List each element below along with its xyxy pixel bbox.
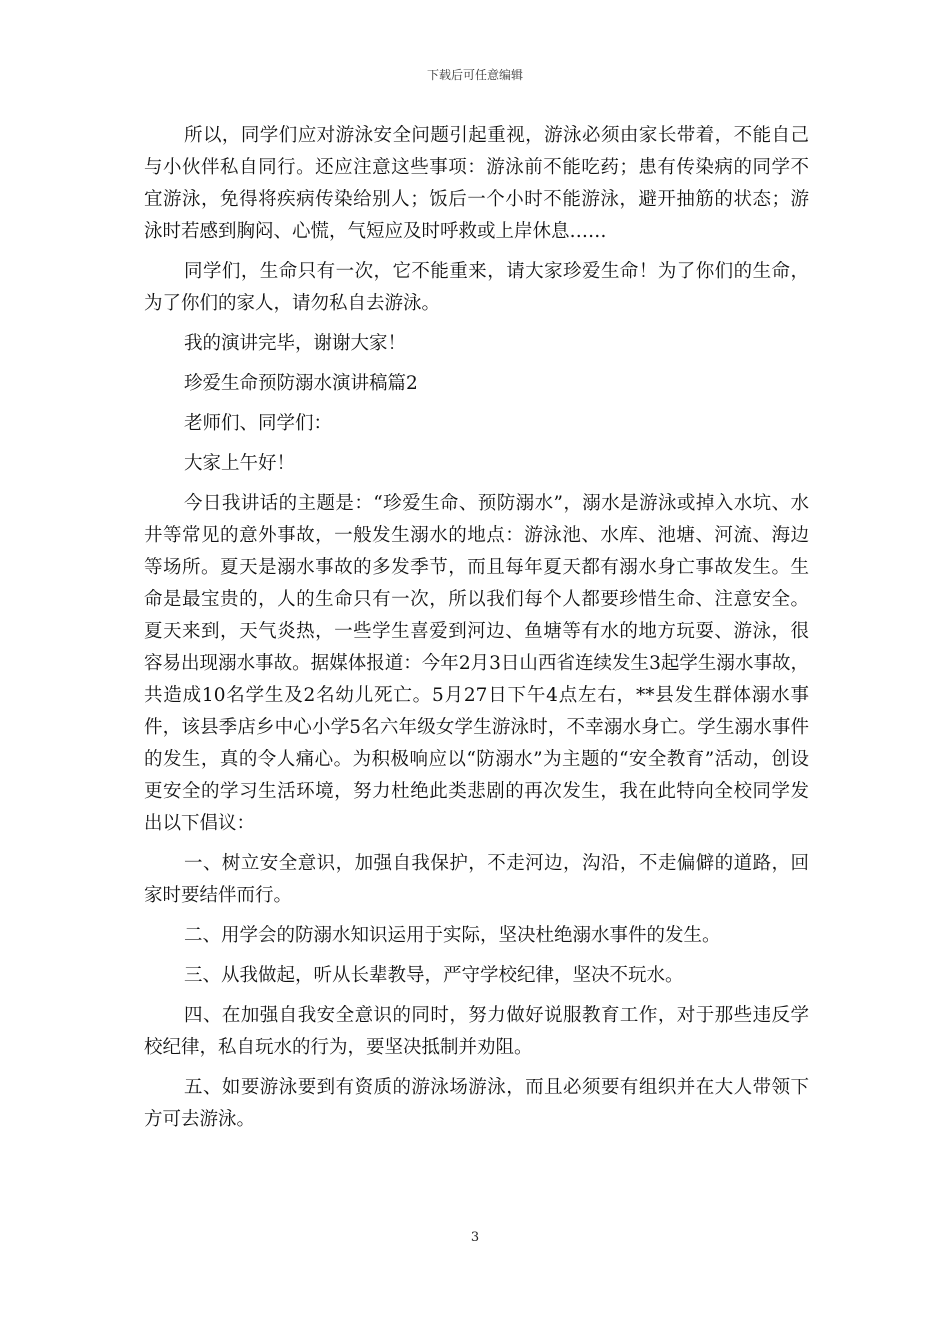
salutation: 老师们、同学们： <box>184 413 333 434</box>
page-number: 3 <box>470 1230 480 1245</box>
proposal-item: 三、从我做起，听从长辈教导，严守学校纪律，坚决不玩水。 <box>184 965 684 986</box>
download-note: 下载后可任意编辑 <box>426 68 523 82</box>
section-title: 珍爱生命预防溺水演讲稿篇2 <box>184 373 418 394</box>
paragraph: 所以，同学们应对游泳安全问题引起重视，游泳必须由家长带着，不能自己与小伙伴私自同行。还应注意这些事项：游泳前不能吃药；患有传染病的同学不宜游泳，免得将疾病传染给别人；饭后一个小时不能游泳，避开抽筋的状态；游泳时若感到胸闷、心慌，气短应及时呼救或上岸休息…… <box>144 125 809 242</box>
paragraph: 我的演讲完毕，谢谢大家！ <box>184 333 407 354</box>
proposal-item: 四、在加强自我安全意识的同时，努力做好说服教育工作，对于那些违反学校纪律，私自玩水的行为，要坚决抵制并劝阻。 <box>144 1005 809 1058</box>
proposal-item: 一、树立安全意识，加强自我保护，不走河边，沟沿，不走偏僻的道路，回家时要结伴而行。 <box>144 853 809 906</box>
greeting: 大家上午好！ <box>184 453 296 474</box>
proposal-item: 五、如要游泳要到有资质的游泳场游泳，而且必须要有组织并在大人带领下方可去游泳。 <box>144 1077 809 1130</box>
document-body <box>144 120 809 1144</box>
proposal-item: 二、用学会的防溺水知识运用于实际，坚决杜绝溺水事件的发生。 <box>184 925 721 946</box>
paragraph: 今日我讲话的主题是：“珍爱生命、预防溺水”，溺水是游泳或掉入水坑、水井等常见的意外事故，一般发生溺水的地点：游泳池、水库、池塘、河流、海边等场所。夏天是溺水事故的多发季节，而且每年夏天都有溺水身亡事故发生。生命是最宝贵的，人的生命只有一次，所以我们每个人都要珍惜生命、注意安全。夏天来到，天气炎热，一些学生喜爱到河边、鱼塘等有水的地方玩耍、游泳，很容易出现溺水事故。据媒体报道：今年2月3日山西省连续发生3起学生溺水事故，共造成10名学生及2名幼儿死亡。5月27日下午4点左右，**县发生群体溺水事件，该县季店乡中心小学5名六年级女学生游泳时，不幸溺水身亡。学生溺水事件的发生，真的令人痛心。为积极响应以“防溺水”为主题的“安全教育”活动，创设更安全的学习生活环境，努力杜绝此类悲剧的再次发生，我在此特向全校同学发出以下倡议： <box>144 493 809 834</box>
paragraph: 同学们，生命只有一次，它不能重来，请大家珍爱生命！为了你们的生命，为了你们的家人，请勿私自去游泳。 <box>144 261 809 314</box>
